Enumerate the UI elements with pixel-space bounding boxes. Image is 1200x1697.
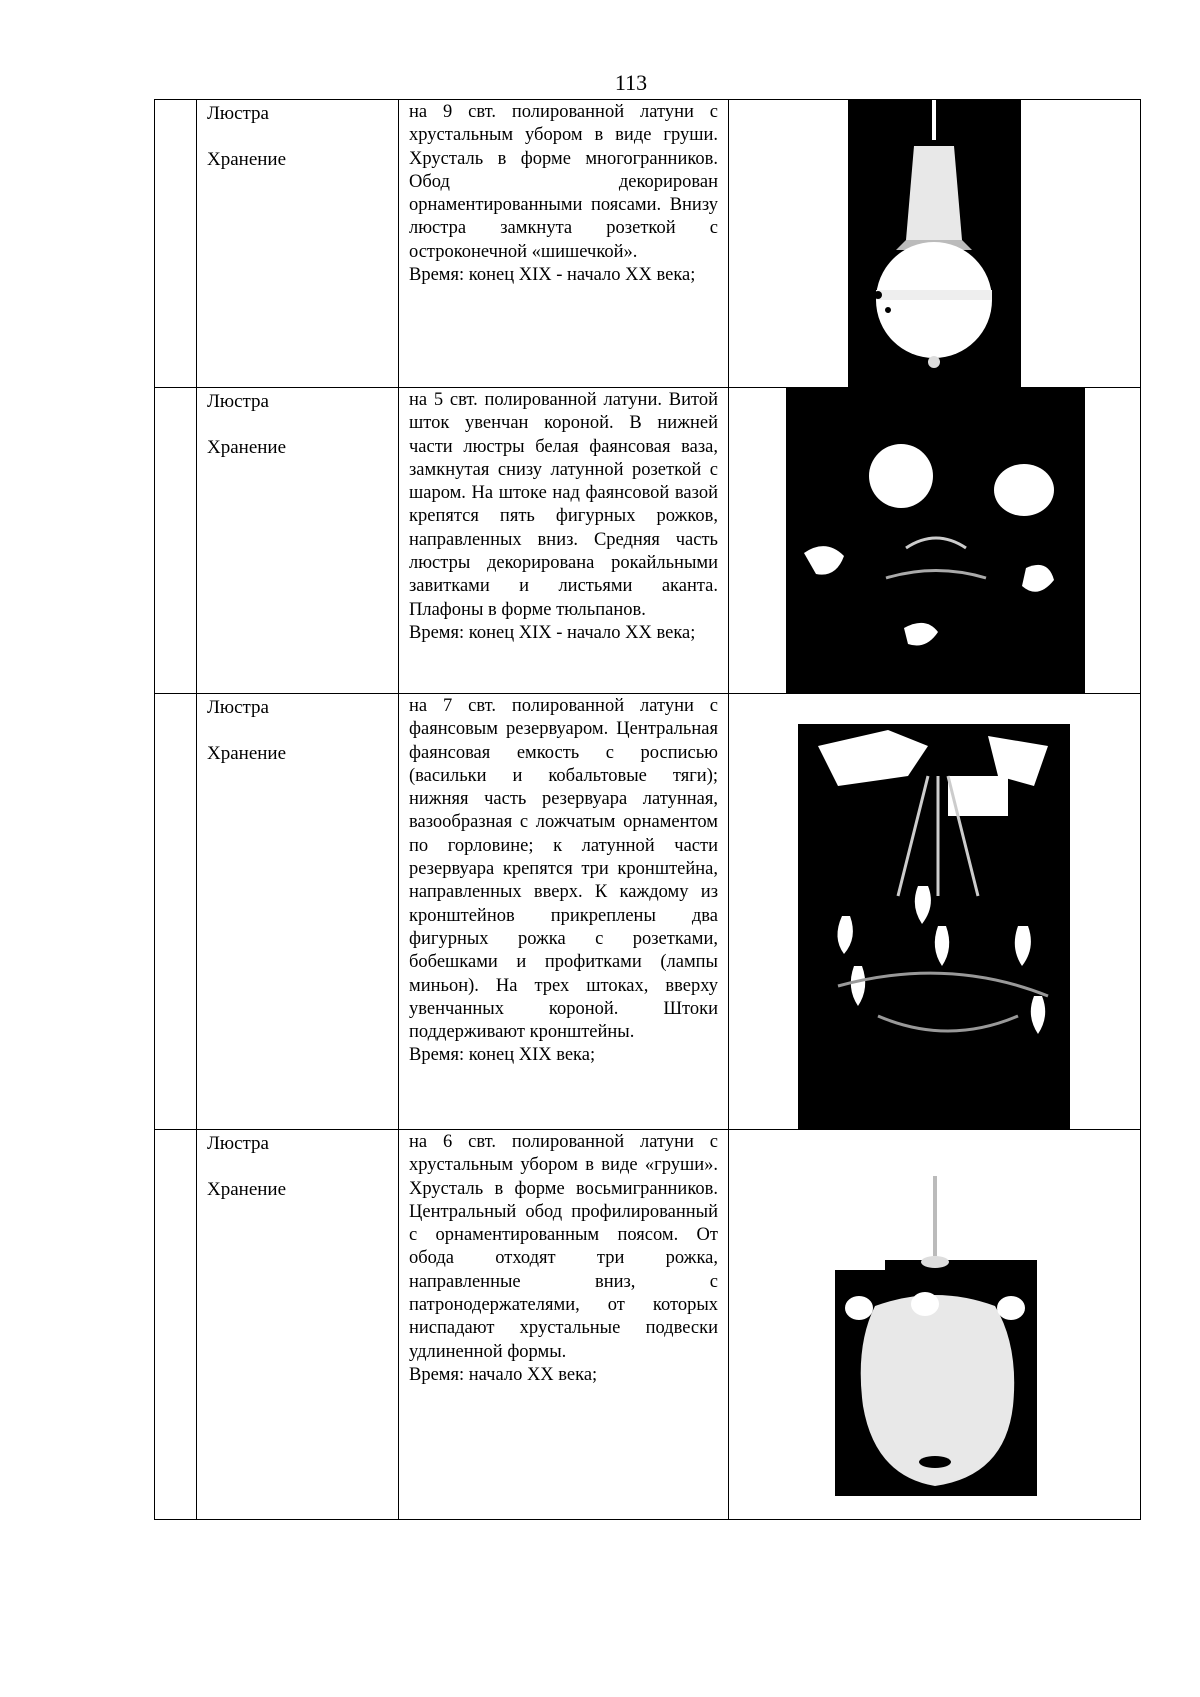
table-row — [155, 694, 1141, 1130]
item-time: Время: начало XX века; — [409, 1364, 598, 1385]
name-cell — [197, 388, 399, 694]
item-status: Хранение — [207, 149, 287, 170]
item-status: Хранение — [207, 1179, 287, 1200]
chandelier-photo — [848, 100, 1021, 388]
catalog-table — [154, 99, 1141, 1520]
photo-cell — [729, 1130, 1141, 1520]
item-time: Время: конец XIX - начало XX века; — [409, 622, 696, 643]
photo-cell — [729, 388, 1141, 694]
item-description: на 9 свт. полированной латуни с хрустальным убором в виде груши. Хрусталь в форме многогранников. Обод декорирован орнаментированными поясами. Внизу люстра замкнута розеткой с остроконечной «шишечкой». — [409, 102, 718, 262]
table-row — [155, 388, 1141, 694]
index-cell — [155, 694, 197, 1130]
item-name: Люстра — [207, 697, 269, 718]
item-time: Время: конец XIX - начало XX века; — [409, 265, 696, 286]
chandelier-photo — [835, 1176, 1037, 1496]
description-cell — [399, 1130, 729, 1520]
chandelier-photo — [786, 388, 1085, 694]
description-cell — [399, 100, 729, 388]
index-cell — [155, 1130, 197, 1520]
description-cell — [399, 388, 729, 694]
index-cell — [155, 388, 197, 694]
chandelier-photo — [798, 716, 1070, 1129]
name-cell — [197, 1130, 399, 1520]
item-status: Хранение — [207, 743, 287, 764]
table-row — [155, 100, 1141, 388]
item-status: Хранение — [207, 437, 287, 458]
item-description: на 5 свт. полированной латуни. Витой шток увенчан короной. В нижней части люстры белая фаянсовая ваза, замкнутая снизу латунной розеткой с шаром. На штоке над фаянсовой вазой крепятся пять фигурных рожков, направленных вниз. Средняя часть люстры декорирована рокайльными завитками и листьями аканта. Плафоны в форме тюльпанов. — [409, 390, 718, 620]
item-time: Время: конец XIX века; — [409, 1045, 596, 1066]
photo-cell — [729, 100, 1141, 388]
name-cell — [197, 694, 399, 1130]
page-number: 113 — [614, 70, 648, 95]
name-cell — [197, 100, 399, 388]
item-name: Люстра — [207, 391, 269, 412]
description-cell — [399, 694, 729, 1130]
item-name: Люстра — [207, 103, 269, 124]
item-description: на 7 свт. полированной латуни с фаянсовым резервуаром. Центральная фаянсовая емкость с росписью (васильки и кобальтовые тяги); нижняя часть резервуара латунная, вазообразная с ложчатым орнаментом по горловине; к латунной части резервуара крепятся три кронштейна, направленных вверх. К каждому из кронштейнов прикреплены два фигурных рожка с розетками, бобешками и профитками (лампы миньон). На трех штоках, вверху увенчанных короной. Штоки поддерживают кронштейны. — [409, 696, 718, 1043]
table-row — [155, 1130, 1141, 1520]
photo-cell — [729, 694, 1141, 1130]
index-cell — [155, 100, 197, 388]
item-name: Люстра — [207, 1133, 269, 1154]
item-description: на 6 свт. полированной латуни с хрустальным убором в виде «груши». Хрусталь в форме восьмигранников. Центральный обод профилированный с орнаментированным поясом. От обода отходят три рожка, направленные вниз, с патронодержателями, от которых ниспадают хрустальные подвески удлиненной формы. — [409, 1132, 718, 1362]
